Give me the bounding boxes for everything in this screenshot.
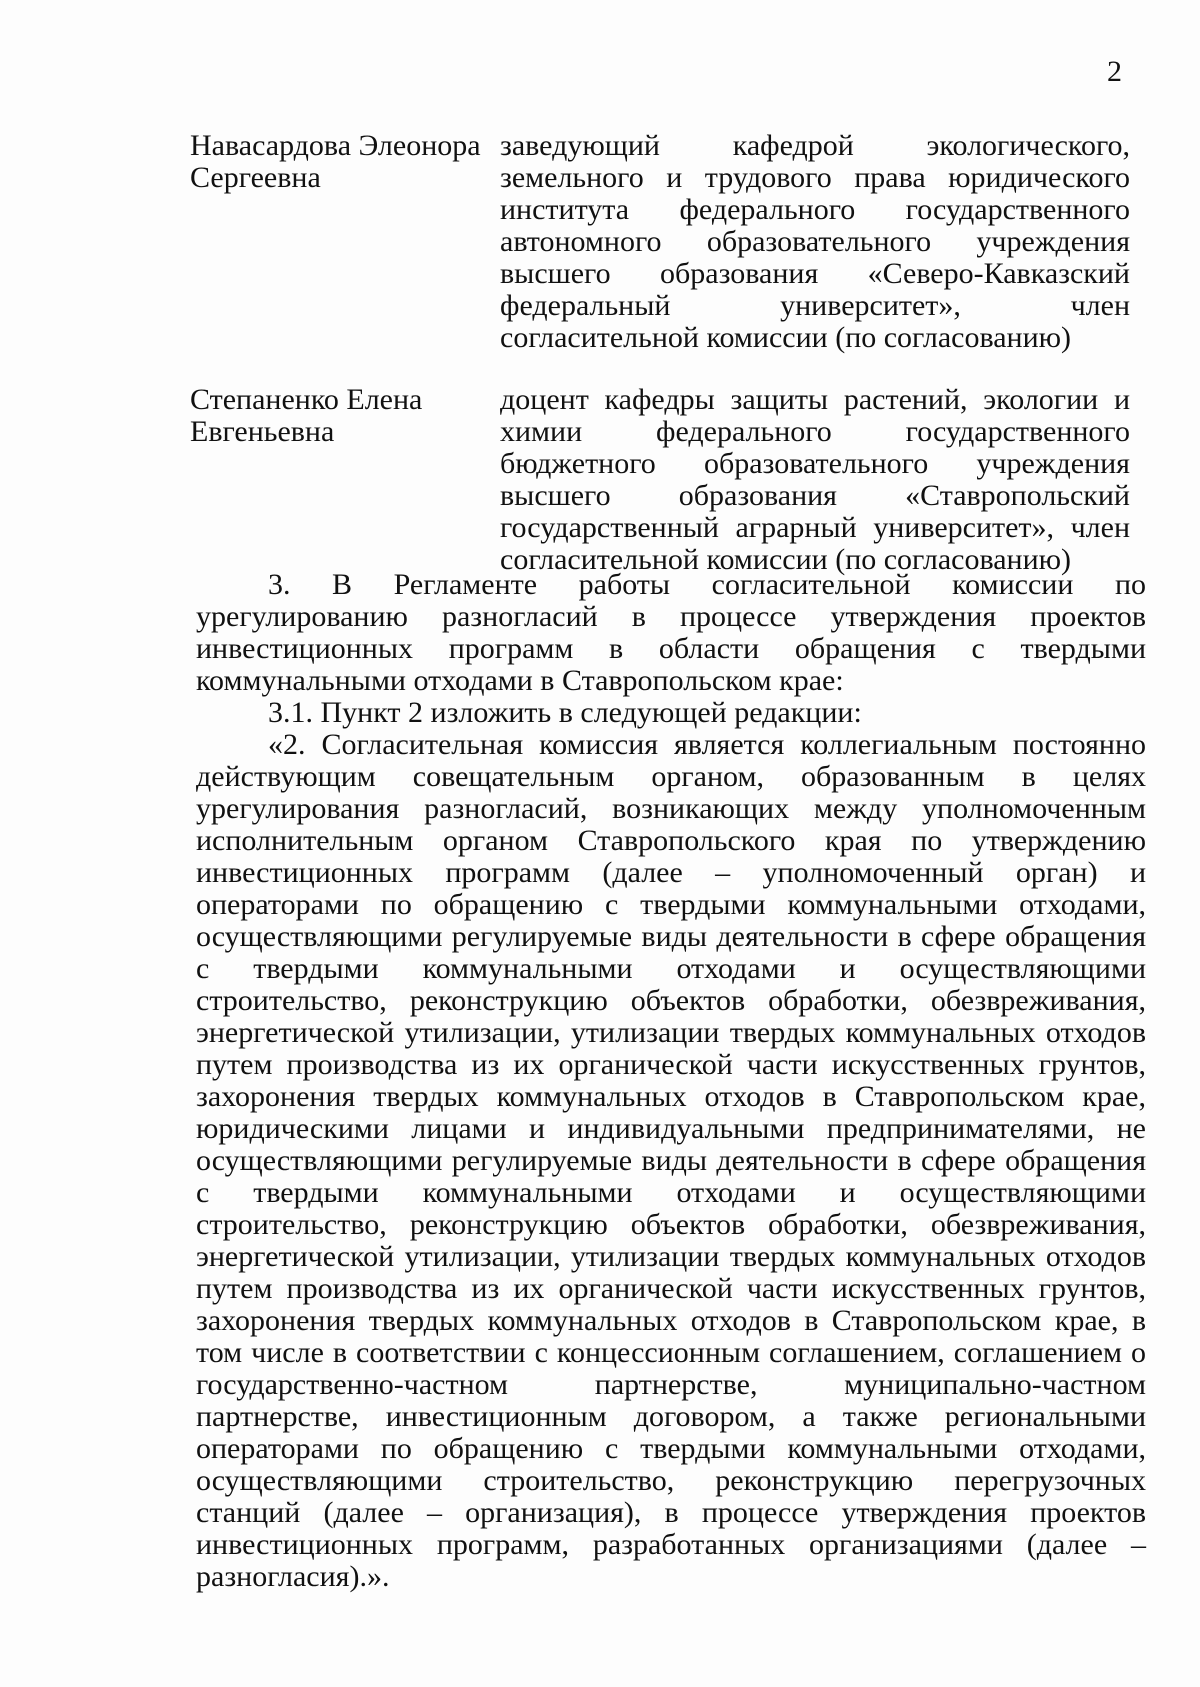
item-3-1: 3.1. Пункт 2 изложить в следующей редакции: xyxy=(268,696,862,729)
members-list xyxy=(190,130,1130,606)
member-name: Степаненко Елена Евгеньевна xyxy=(190,383,423,448)
section-3 xyxy=(196,569,1146,1593)
member-position: заведующий кафедрой экологического, земельного и трудового права юридического института федерального государственного автономного образовательного учреждения высшего образования «Северо-Кавказский федеральный университет», член согласительной комиссии (по согласованию) xyxy=(500,129,1130,354)
member-entry xyxy=(190,130,1130,354)
page-number: 2 xyxy=(1107,55,1122,88)
section-3-intro: 3. В Регламенте работы согласительной комиссии по урегулированию разногласий в процессе утверждения проектов инвестиционных программ в области обращения с твердыми коммунальными отходами в Ставропольском крае: xyxy=(196,568,1146,697)
member-entry xyxy=(190,384,1130,576)
member-position: доцент кафедры защиты растений, экологии и химии федерального государственного бюджетного образовательного учреждения высшего образования «Ставропольский государственный аграрный университет», член согласительной комиссии (по согласованию) xyxy=(500,383,1130,576)
item-2-text: «2. Согласительная комиссия является коллегиальным постоянно действующим совещательным органом, образованным в целях урегулирования разногласий, возникающих между уполномоченным исполнительным органом Ставропольского края по утверждению инвестиционных программ (далее – уполномоченный орган) и операторами по обращению с твердыми коммунальными отходами, осуществляющими регулируемые виды деятельности в сфере обращения с твердыми коммунальными отходами и осуществляющими строительство, реконструкцию объектов обработки, обезвреживания, энергетической утилизации, утилизации твердых коммунальных отходов путем производства из их органической части искусственных грунтов, захоронения твердых коммунальных отходов в Ставропольском крае, юридическими лицами и индивидуальными предпринимателями, не осуществляющими регулируемые виды деятельности в сфере обращения с твердыми коммунальными отходами и осуществляющими строительство, реконструкцию объектов обработки, обезвреживания, энергетической утилизации, утилизации твердых коммунальных отходов путем производства из их органической части искусственных грунтов, захоронения твердых коммунальных отходов в Ставропольском крае, в том числе в соответствии с концессионным соглашением, соглашением о государственно-частном партнерстве, муниципально-частном партнерстве, инвестиционным договором, а также региональными операторами по обращению с твердыми коммунальными отходами, осуществляющими строительство, реконструкцию перегрузочных станций (далее – организация), в процессе утверждения проектов инвестиционных программ, разработанных организациями (далее – разногласия).». xyxy=(196,728,1146,1593)
member-name: Навасардова Элеонора Сергеевна xyxy=(190,129,481,194)
